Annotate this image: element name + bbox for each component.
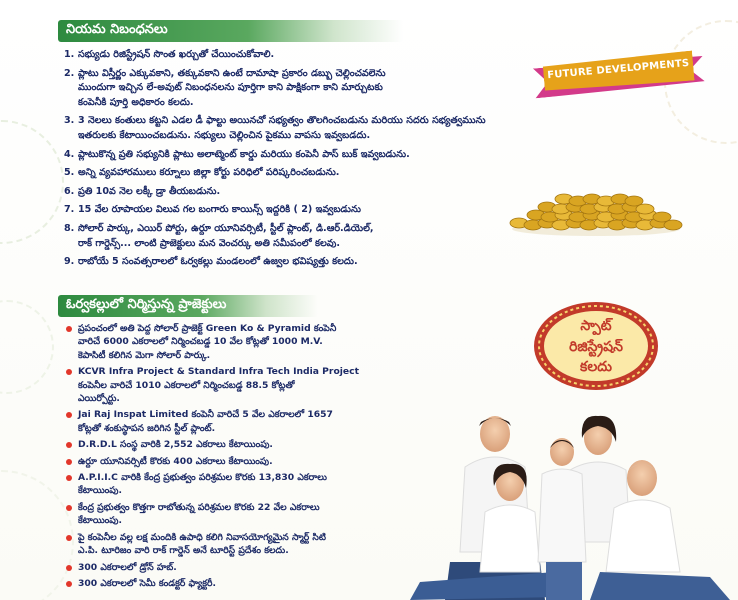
project-text-line: పై కంపెనీల వల్ల లక్ష మందికి ఉపాధి కలిగి నివాసయోగ్యమైన స్మార్ట్ సిటి [78,531,326,543]
rule-item [64,203,519,218]
rule-text-line: కంపెనీకి పూర్తి అధికారం కలదు. [78,96,194,108]
project-text-line: D.R.D.L సంస్థ వారికి 2,552 ఎకరాలు కేటాయింపు. [78,439,273,451]
rule-number: 7. [64,204,75,216]
rule-number: 5. [64,167,75,179]
rule-item [64,67,519,111]
project-text-line: కేంద్ర ప్రభుత్వం కొత్తగా రాబోతున్న పరిశ్రమల కొరకు 22 వేల ఎకరాలు [78,501,320,513]
project-text-line: ప్రపంచంలో అతి పెద్ద సోలార్ ప్రాజెక్ట్ Green Ko & Pyramid కంపెనీ [78,323,337,334]
decorative-circle [0,120,64,244]
gold-coins-icon [508,185,684,237]
rule-number: 8. [64,222,75,234]
rule-text-line: ప్రతి 10వ నెల లక్కీ డ్రా తీయబడును. [78,185,221,197]
project-item [64,365,469,405]
bullet-dot-icon [66,505,72,511]
rule-number: 2. [64,67,75,79]
rule-text-line: ఇతరులకు కేటాయించబడును. సభ్యులు చెల్లించిన పైకము వాపసు ఇవ్వబడదు. [78,129,371,141]
bullet-dot-icon [66,459,72,465]
project-text-line: కేటాయింపు. [78,515,122,527]
rule-item [64,48,519,63]
project-item [64,322,469,362]
bullet-dot-icon [66,412,72,418]
rule-item [64,255,519,270]
rules-section-header [58,20,403,42]
project-text-line: KCVR Infra Project & Standard Infra Tech India Project [78,366,359,378]
badge-line-3: కలదు [580,359,612,375]
rule-text-line: ముందుగా ఇచ్చిన లే-అవుట్ నిబంధనలను పూర్తిగా కాని పాక్షికంగా కాని మార్చుటకు [78,82,383,94]
bullet-dot-icon [66,535,72,541]
rules-list [64,48,519,274]
future-developments-label: FUTURE DEVELOPMENTS [546,57,690,82]
project-text-line: Jai Raj Inspat Limited కంపెనీ వారిచే 5 వేల ఎకరాలలో 1657 [78,409,333,421]
project-text-line: కేటాయింపు. [78,485,122,497]
coin-icon [653,212,671,222]
bullet-dot-icon [66,565,72,571]
project-text-line: ఉర్దూ యూనివర్సిటీ కొరకు 400 ఎకరాలు కేటాయింపు. [78,455,273,467]
coin-icon [625,196,643,206]
bullet-dot-icon [66,475,72,481]
rule-number: 1. [64,49,75,60]
project-text-line: 300 ఎకరాలలో డ్రోన్ హబ్. [78,561,177,573]
rule-text-line: 15 వేల రూపాయల విలువ గల బంగారు కాయిన్స్ ఇద్దరికి ( 2) ఇవ్వబడును [78,204,361,216]
rule-text-line: రాబోయే 5 సంవత్సరాలలో ఓర్వకల్లు మండలంలో ఉజ్వల భవిష్యత్తు కలదు. [78,256,358,268]
rule-number: 3. [64,115,75,127]
rule-item [64,166,519,181]
rule-item [64,114,519,143]
rule-text-line: సోలార్ పార్కు, ఎయిర్ పోర్టు, ఉర్దూ యూనివర్సిటీ, స్టీల్ ప్లాంట్, డి.ఆర్.డియెల్, [78,222,374,234]
rule-text-line: అన్ని వ్యవహారములు కర్నూలు జిల్లా కోర్టు పరిధిలో పరిష్కరించబడును. [78,167,340,179]
rule-text-line: 3 నెలలు కంతులు కట్టని ఎడల డీ ఫాల్టు అయినచో సభ్యత్వం తొలగించబడును మరియు సదరు సభ్యత్వమును [78,115,486,127]
spot-registration-badge [532,300,660,392]
rule-item [64,185,519,200]
project-text-line: 300 ఎకరాలలో సెమీ కండక్టర్ ఫ్యాక్టరీ. [78,577,216,589]
bullet-dot-icon [66,326,72,332]
bullet-dot-icon [66,442,72,448]
badge-line-1: స్పాట్ [580,318,612,334]
family-photo-illustration [380,412,738,600]
project-text-line: కెపాసిటీ కలిగిన మెగా సోలార్ పార్కు. [78,349,211,361]
rule-text-line: రాక్ గార్డెన్స్... లాంటి ప్రాజెక్టులు మన వెంచర్కు అతి సమీపంలో కలవు. [78,237,340,249]
rules-header-text: నియమ నిబంధనలు [66,22,168,37]
projects-header-text: ఓర్వకల్లులో నిర్మిస్తున్న ప్రాజెక్టులు [66,297,227,312]
rule-text-line: ప్లాటుకొన్న ప్రతి సభ్యునికి ప్లాటు అలాట్మెంట్ కార్డు మరియు కంపెనీ పాస్ బుక్ ఇవ్వబడును. [78,148,410,160]
rule-number: 4. [64,148,75,160]
project-text-line: వారిచే 6000 ఎకరాలలో నిర్మించబడ్డ 10 వేల కోట్లతో 1000 M.V. [78,336,323,348]
rule-text-line: ప్లాటు విస్తీర్ణం ఎక్కువకాని, తక్కువకాని ఉంటే దామాషా ప్రకారం డబ్బు చెల్లించవలెను [78,67,386,79]
project-text-line: A.P.I.I.C వారికి కేంద్ర ప్రభుత్వం పరిశ్రమల కొరకు 13,830 ఎకరాలు [78,472,327,484]
bullet-dot-icon [66,369,72,375]
decorative-circle [0,470,74,600]
rule-text-line: సభ్యుడు రిజిస్ట్రేషన్ సొంత ఖర్చుతో చేయించుకోవాలి. [78,49,275,60]
project-text-line: ఎ.పి. టూరిజం వారి రాక్ గార్డెన్ అనే టూరిస్ట్ ప్రదేశం కలదు. [78,545,289,557]
rule-number: 6. [64,185,75,197]
rule-number: 9. [64,256,75,268]
decorative-circle [0,300,54,394]
rule-item [64,222,519,251]
rule-item [64,148,519,163]
project-text-line: ఎయిర్పోర్టు. [78,393,120,405]
badge-line-2: రిజిస్ట్రేషన్ [569,339,623,355]
bullet-dot-icon [66,581,72,587]
project-text-line: కంపెనీల వారిచే 1010 ఎకరాలలో నిర్మించబడ్డ 88.5 కోట్లతో [78,379,295,391]
projects-section-header [58,295,318,317]
project-text-line: కోట్లతో శంకుస్థాపన జరిగిన స్టీల్ ప్లాంట్. [78,422,216,434]
